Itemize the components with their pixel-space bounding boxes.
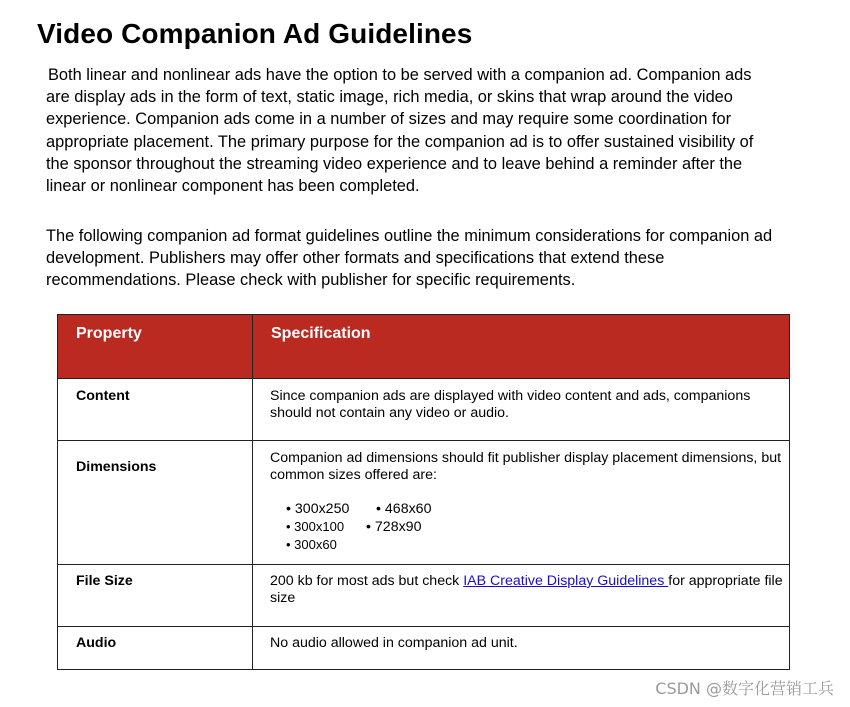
table-row (58, 441, 790, 565)
list-item: • 300x100 (286, 519, 345, 534)
csdn-watermark: CSDN @数字化营销工兵 (655, 679, 834, 698)
guidelines-table (57, 314, 790, 670)
list-item: • 300x250 (286, 501, 350, 517)
spec-audio: No audio allowed in companion ad unit. (270, 635, 518, 651)
property-file-size: File Size (76, 573, 133, 589)
property-content: Content (76, 388, 130, 404)
iab-guidelines-link[interactable]: IAB Creative Display Guidelines (463, 573, 669, 589)
list-item: • 300x60 (286, 537, 337, 552)
table-row (58, 627, 790, 670)
table-row (58, 565, 790, 627)
property-cell (58, 379, 253, 441)
table-row (58, 379, 790, 441)
spec-content: Since companion ads are displayed with video content and ads, companions should not contain any video or audio. (270, 388, 751, 421)
header-specification: Specification (253, 315, 790, 379)
intro-paragraph: Both linear and nonlinear ads have the option to be served with a companion ad. Companion ads are display ads in the form of text, static image, rich media, or skins that wrap around the video experience. Companion ads come in a number of sizes and may require some coordination for appropriate placement. The primary purpose for the companion ad is to offer sustained visibility of the sponsor throughout the streaming video experience and to leave behind a reminder after the linear or nonlinear component has been completed. (46, 66, 754, 196)
table-header-row (58, 315, 790, 379)
header-property: Property (58, 315, 253, 379)
spec-cell (253, 441, 790, 565)
page-title: Video Companion Ad Guidelines (37, 18, 473, 49)
spec-file-size: 200 kb for most ads but check IAB Creative Display Guidelines for appropriate file size (270, 573, 783, 606)
property-dimensions: Dimensions (76, 459, 157, 475)
spec-cell (253, 379, 790, 441)
spec-cell (253, 565, 790, 627)
spec-dimensions: Companion ad dimensions should fit publisher display placement dimensions, but common sizes offered are: (270, 450, 782, 483)
spec-cell (253, 627, 790, 670)
size-list (286, 501, 789, 552)
property-cell (58, 565, 253, 627)
list-item: • 468x60 (376, 501, 432, 517)
property-audio: Audio (76, 635, 117, 651)
list-item: • 728x90 (366, 519, 422, 535)
property-cell (58, 627, 253, 670)
property-cell (58, 441, 253, 565)
guidelines-paragraph: The following companion ad format guidelines outline the minimum considerations for companion ad development. Publishers may offer other formats and specifications that extend these recommendations. Please check with publisher for specific requirements. (46, 227, 773, 290)
